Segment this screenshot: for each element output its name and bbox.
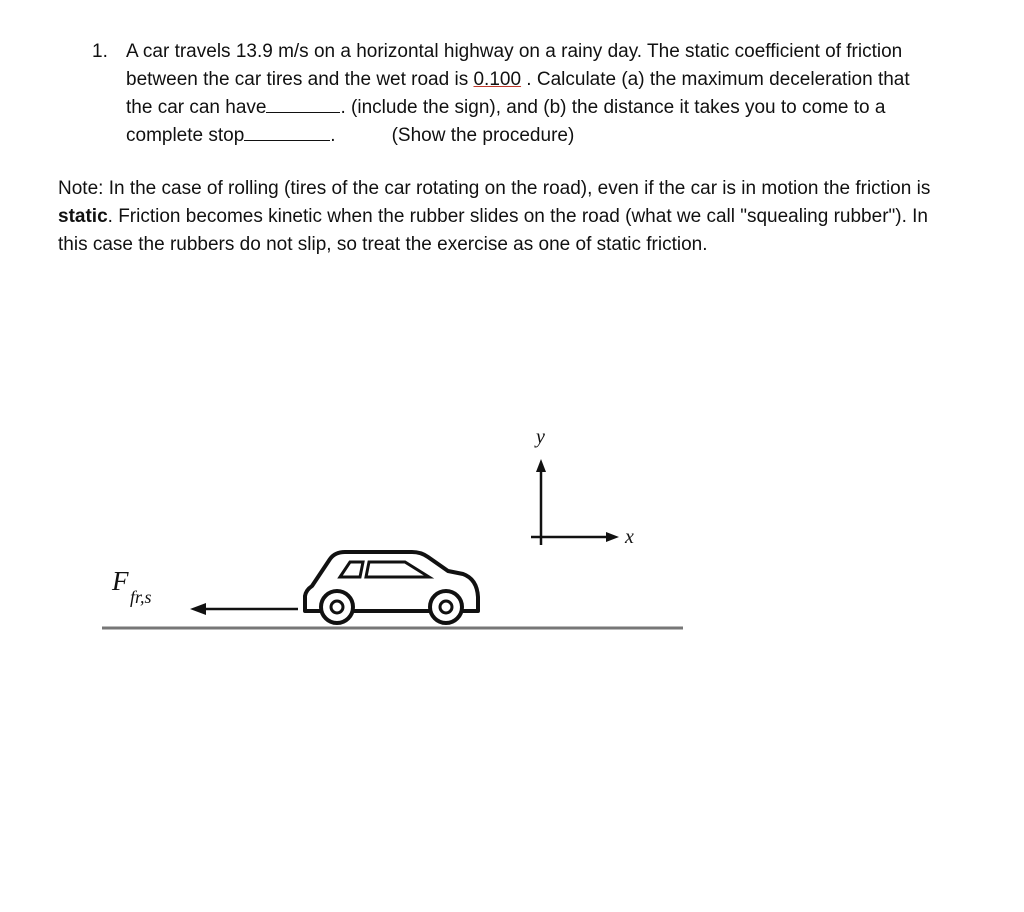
coordinate-axes	[531, 426, 634, 548]
x-axis-label: x	[625, 526, 634, 548]
friction-force-label	[111, 566, 152, 607]
car-front-wheel	[430, 591, 462, 623]
show-procedure-text: (Show the procedure)	[391, 125, 575, 146]
question-text-part1: A car travels 13.9 m/s on a horizontal highway on a rainy day. The static coefficient of friction between the car tires and the wet road is	[126, 41, 903, 90]
force-label-main: F	[112, 566, 129, 596]
y-axis-label: y	[536, 426, 545, 448]
note-rest: . Friction becomes kinetic when the rubber slides on the road (what we call "squealing rubber"). In this case the rubbers do not slip, so treat the exercise as one of static friction.	[58, 206, 928, 255]
question-text-part3: . (include the sign), and (b) the distance it takes you to come to a complete stop	[126, 97, 886, 146]
note-intro: Note: In the case of rolling (tires of the car rotating on the road), even if the car is in motion the friction is	[58, 178, 931, 199]
car-icon	[305, 552, 478, 623]
force-label-subscript: fr,s	[130, 587, 152, 607]
question-text-part2: . Calculate (a) the maximum deceleration that the car can have	[126, 69, 910, 118]
friction-coefficient-value: 0.100	[473, 69, 522, 90]
note-bold-static: static	[58, 206, 108, 227]
friction-force-arrow	[190, 603, 298, 615]
car-rear-wheel	[321, 591, 353, 623]
question-text-part4: .	[330, 125, 336, 146]
question-number: 1.	[92, 41, 108, 62]
